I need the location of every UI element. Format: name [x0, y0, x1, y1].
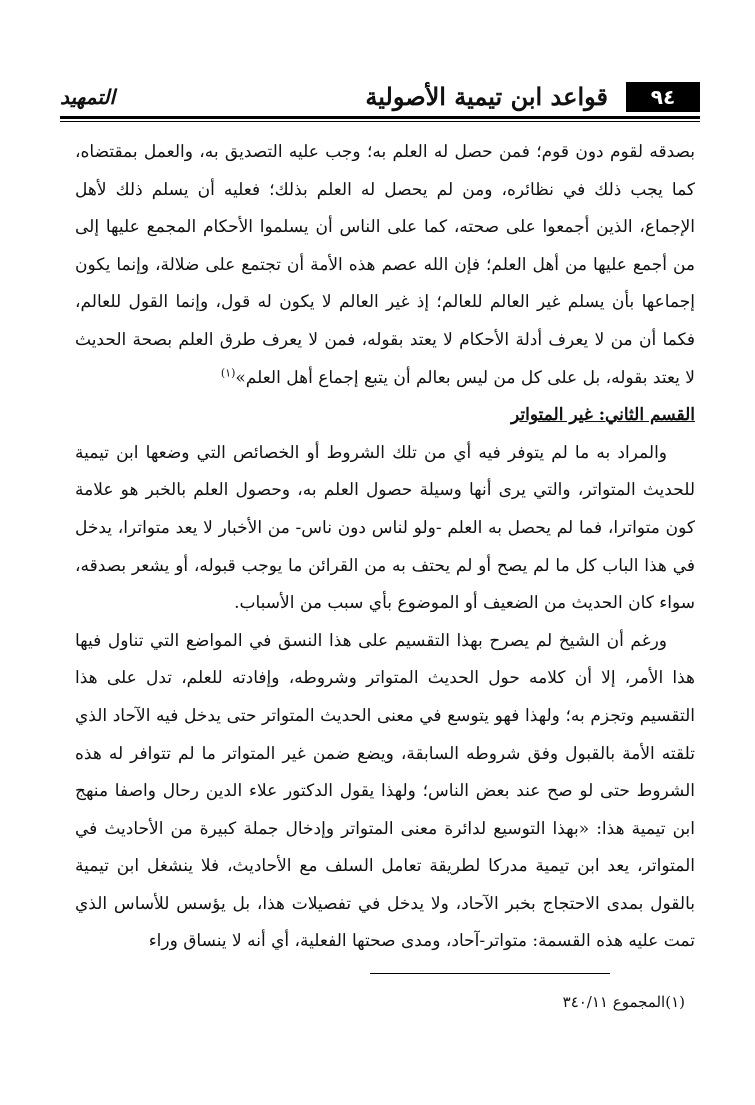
- book-title: قواعد ابن تيمية الأصولية: [365, 82, 608, 111]
- paragraph: ورغم أن الشيخ لم يصرح بهذا التقسيم على هذا النسق في المواضع التي تناول فيها هذا الأمر، إلا أن كلامه حول الحديث المتواتر وشروطه، وإفادته للعلم، تدل على هذا التقسيم وتجزم به؛ ولهذا فهو يتوسع في معنى الحديث المتواتر حتى يدخل فيه الآحاد الذي تلقته الأمة بالقبول وفق شروطه السابقة، ويضع ضمن غير المتواتر ما لم تتوافر له هذه الشروط حتى لو صح عند بعض الناس؛ ولهذا يقول الدكتور علاء الدين رحال واصفا منهج ابن تيمية هذا: «بهذا التوسيع لدائرة معنى المتواتر وإدخال جملة كبيرة من الأحاديث في المتواتر، يعد ابن تيمية مدركا لطريقة تعامل السلف مع الأحاديث، فلا ينشغل ابن تيمية بالقول بمدى الاحتجاج بخبر الآحاد، ولا يدخل في تفصيلات هذا، بل يؤسس للأساس الذي تمت عليه هذه القسمة: متواتر-آحاد، ومدى صحتها الفعلية، أي أنه لا ينساق وراء: [75, 630, 695, 952]
- footnote-reference: (١): [220, 365, 236, 379]
- paragraph: والمراد به ما لم يتوفر فيه أي من تلك الشروط أو الخصائص التي وضعها ابن تيمية للحديث المتواتر، والتي يرى أنها وسيلة حصول العلم به، وحصول العلم بالخبر هو علامة كون متواترا، فما لم يحصل به العلم -ولو لناس دون ناس- من الأخبار لا يعد متواترا، يدخل في هذا الباب كل ما لم يصح أو لم يحتف به من القرائن ما يوجب قبوله، أو يشعر بصدقه، سواء كان الحديث من الضعيف أو الموضوع بأي سبب من الأسباب.: [75, 442, 695, 614]
- footnote-divider: [370, 973, 610, 974]
- page-number: ٩٤: [626, 82, 700, 112]
- header-divider: [60, 116, 700, 119]
- header-divider-thin: [60, 121, 700, 122]
- body-text: [75, 134, 695, 961]
- footnote: (١)المجموع ٣٤٠/١١: [562, 993, 685, 1011]
- page-header: [60, 78, 700, 120]
- paragraph-text: بصدقه لقوم دون قوم؛ فمن حصل له العلم به؛ وجب عليه التصديق به، والعمل بمقتضاه، كما يجب ذلك في نظائره، ومن لم يحصل له العلم بذلك؛ فعليه أن يسلم ذلك لأهل الإجماع، الذين أجمعوا على صحته، كما على الناس أن يسلموا الأحكام المجمع عليها إلى من أجمع عليها من أهل العلم؛ فإن الله عصم هذه الأمة أن تجتمع على ضلالة، وإنما يكون إجماعها بأن يسلم غير العالم للعالم؛ إذ غير العالم لا يكون له قول، وإنما القول للعالم، فكما أن من لا يعرف أدلة الأحكام لا يعتد بقوله، فمن لا يعرف طرق العلم بصحة الحديث لا يعتد بقوله، بل على كل من ليس بعالم أن يتبع إجماع أهل العلم»: [75, 142, 695, 388]
- journal-logo: التمهيد: [60, 85, 115, 109]
- paragraph: [75, 134, 695, 397]
- section-heading: القسم الثاني: غير المتواتر: [510, 405, 695, 426]
